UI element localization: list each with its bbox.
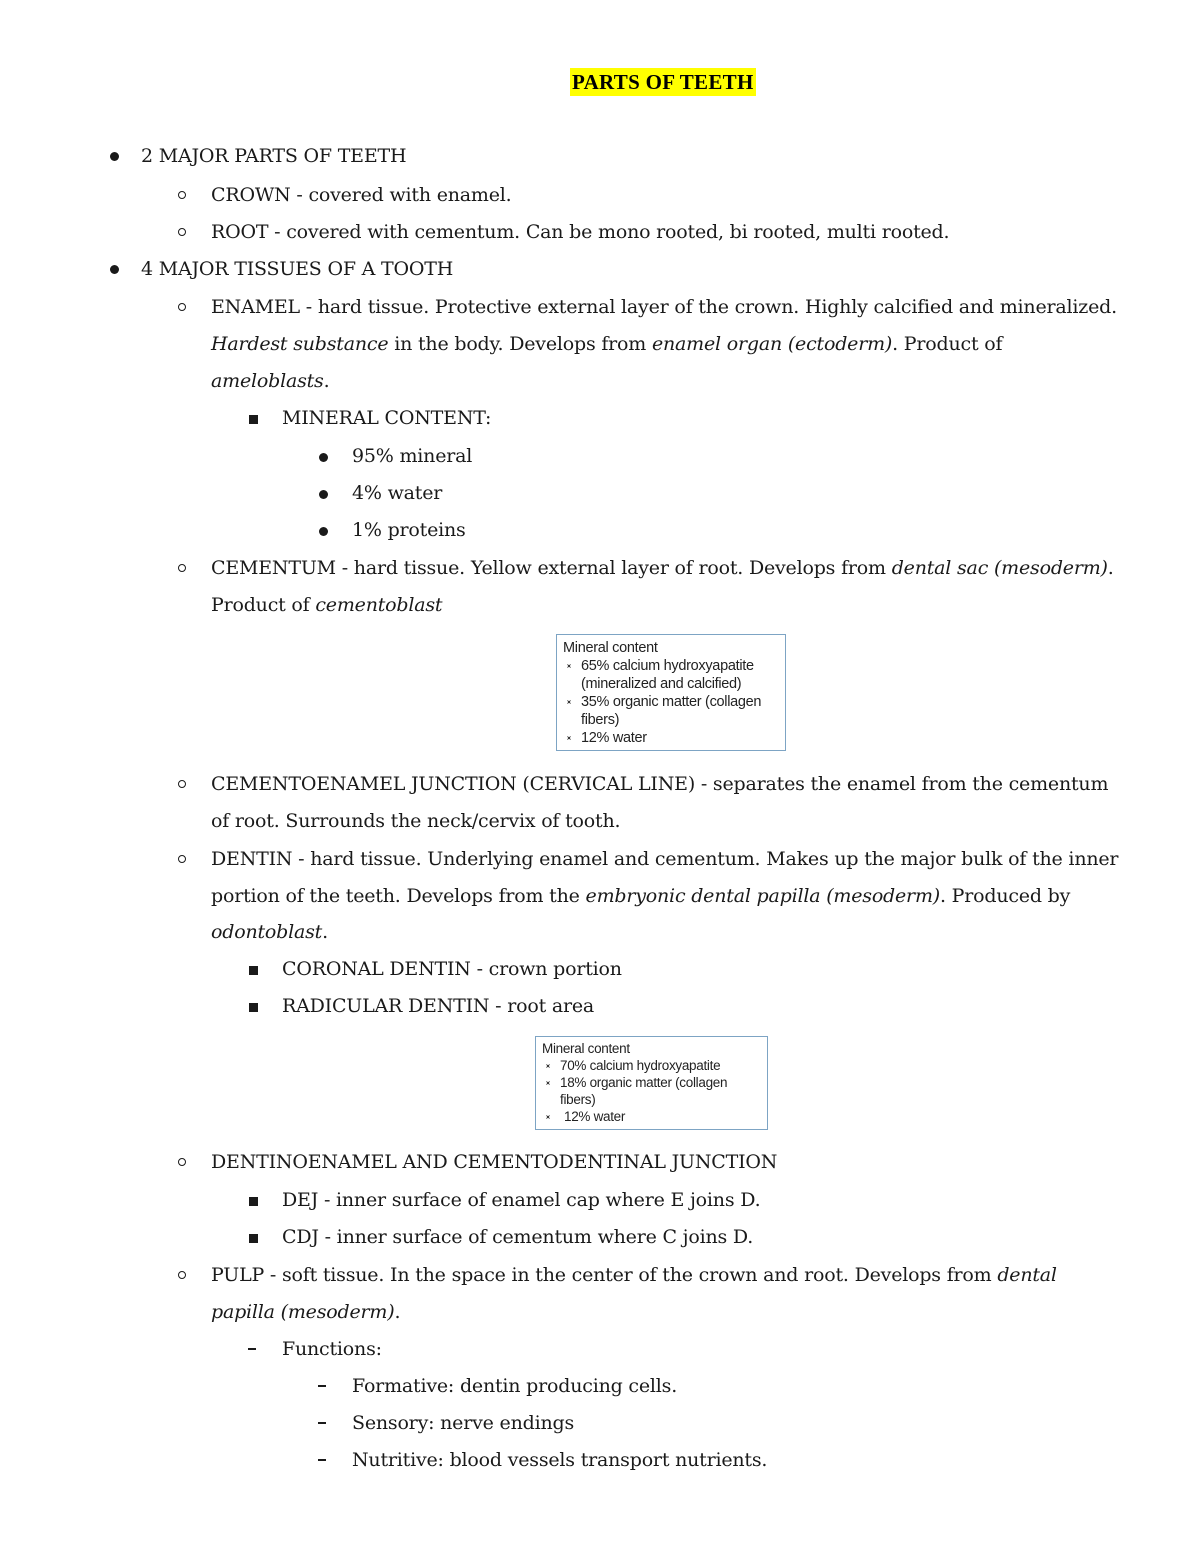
cementum-text: Product of <box>211 594 316 616</box>
dental-papilla-text: embryonic dental papilla (mesoderm) <box>585 885 940 907</box>
dentin-mineral-content-image <box>535 1036 768 1130</box>
enamel-line-2 <box>211 331 1002 357</box>
cementum-line-2 <box>211 592 442 618</box>
coronal-dentin: CORONAL DENTIN - crown portion <box>282 958 622 980</box>
square-bullet-icon <box>249 1003 258 1012</box>
pulp-text: PULP - soft tissue. In the space in the center of the crown and root. Develops from <box>211 1264 998 1286</box>
square-bullet-icon <box>249 415 258 424</box>
enamel-mineral-item: 95% mineral <box>352 445 473 467</box>
circle-bullet-icon <box>178 780 186 788</box>
box-item: fibers) <box>581 712 620 728</box>
pulp-functions-heading: Functions: <box>282 1338 382 1360</box>
box-heading: Mineral content <box>563 640 658 656</box>
enamel-mineral-item: 4% water <box>352 482 443 504</box>
enamel-text: in the body. Develops from <box>388 333 652 355</box>
box-item: fibers) <box>560 1092 596 1107</box>
section-major-tissues: 4 MAJOR TISSUES OF A TOOTH <box>141 258 454 280</box>
dash-bullet-icon <box>318 1422 326 1424</box>
bullet-icon <box>110 265 119 274</box>
box-item: 18% organic matter (collagen <box>560 1075 728 1090</box>
cementum-text: CEMENTUM - hard tissue. Yellow external layer of root. Develops from <box>211 557 892 579</box>
circle-bullet-icon <box>178 564 186 572</box>
period-text: . <box>394 1301 401 1323</box>
dash-bullet-icon <box>318 1385 326 1387</box>
enamel-line-3 <box>211 368 329 394</box>
enamel-text: . Product of <box>892 333 1003 355</box>
circle-bullet-icon <box>178 303 186 311</box>
square-bullet-icon <box>249 1234 258 1243</box>
circle-bullet-icon <box>178 1271 186 1279</box>
dash-bullet-icon <box>318 1459 326 1461</box>
ameloblasts-text: ameloblasts <box>211 370 324 392</box>
enamel-mineral-item: 1% proteins <box>352 519 466 541</box>
square-bullet-icon <box>249 966 258 975</box>
dentin-text: portion of the teeth. Develops from the <box>211 885 586 907</box>
box-item: (mineralized and calcified) <box>581 676 742 692</box>
page-title: PARTS OF TEETH <box>572 70 754 94</box>
diamond-bullet-icon <box>544 1079 552 1087</box>
pulp-function-item: Nutritive: blood vessels transport nutrients. <box>352 1449 768 1471</box>
pulp-function-item: Formative: dentin producing cells. <box>352 1375 678 1397</box>
cej-line-1: CEMENTOENAMEL JUNCTION (CERVICAL LINE) - separates the enamel from the cementum <box>211 773 1109 795</box>
diamond-bullet-icon <box>565 662 573 670</box>
dentin-text: . Produced by <box>939 885 1071 907</box>
cementum-mineral-content-image <box>556 634 786 751</box>
diamond-bullet-icon <box>544 1062 552 1070</box>
cementoblast-text: cementoblast <box>315 594 443 616</box>
period-text: . <box>322 921 328 943</box>
circle-bullet-icon <box>178 191 186 199</box>
papilla-text: papilla (mesoderm) <box>211 1301 395 1323</box>
bullet-icon <box>319 453 328 462</box>
item-crown: CROWN - covered with enamel. <box>211 184 512 206</box>
dental-sac-text: dental sac (mesoderm) <box>891 557 1108 579</box>
enamel-mineral-heading: MINERAL CONTENT: <box>282 407 492 429</box>
section-major-parts: 2 MAJOR PARTS OF TEETH <box>141 145 407 167</box>
diamond-bullet-icon <box>544 1113 552 1121</box>
pulp-function-item: Sensory: nerve endings <box>352 1412 574 1434</box>
enamel-line-1: ENAMEL - hard tissue. Protective external layer of the crown. Highly calcified and mineralized. <box>211 296 1117 318</box>
box-item: 65% calcium hydroxyapatite <box>581 658 754 674</box>
enamel-hardest-text: Hardest substance <box>211 333 389 355</box>
pulp-line-2 <box>211 1299 400 1325</box>
radicular-dentin: RADICULAR DENTIN - root area <box>282 995 595 1017</box>
box-item: 12% water <box>581 730 647 746</box>
dentin-line-1: DENTIN - hard tissue. Underlying enamel and cementum. Makes up the major bulk of the inner <box>211 848 1119 870</box>
item-root: ROOT - covered with cementum. Can be mono rooted, bi rooted, multi rooted. <box>211 221 950 243</box>
cdj-item: CDJ - inner surface of cementum where C joins D. <box>282 1226 754 1248</box>
circle-bullet-icon <box>178 228 186 236</box>
pulp-line-1 <box>211 1262 1057 1288</box>
cementum-line-1 <box>211 555 1114 581</box>
dash-bullet-icon <box>248 1348 256 1350</box>
box-item: 12% water <box>564 1109 626 1124</box>
circle-bullet-icon <box>178 1158 186 1166</box>
period-text: . <box>1107 557 1114 579</box>
dentin-line-2 <box>211 883 1070 909</box>
circle-bullet-icon <box>178 855 186 863</box>
box-heading: Mineral content <box>542 1041 630 1056</box>
odontoblast-text: odontoblast <box>211 921 323 943</box>
dej-item: DEJ - inner surface of enamel cap where E joins D. <box>282 1189 761 1211</box>
bullet-icon <box>319 490 328 499</box>
square-bullet-icon <box>249 1197 258 1206</box>
dental-text: dental <box>997 1264 1057 1286</box>
enamel-organ-text: enamel organ (ectoderm) <box>651 333 893 355</box>
box-item: 35% organic matter (collagen <box>581 694 762 710</box>
bullet-icon <box>319 527 328 536</box>
junction-heading: DENTINOENAMEL AND CEMENTODENTINAL JUNCTION <box>211 1151 778 1173</box>
box-item: 70% calcium hydroxyapatite <box>560 1058 721 1073</box>
cej-line-2: of root. Surrounds the neck/cervix of tooth. <box>211 810 621 832</box>
bullet-icon <box>110 152 119 161</box>
diamond-bullet-icon <box>565 698 573 706</box>
diamond-bullet-icon <box>565 734 573 742</box>
dentin-line-3 <box>211 919 328 945</box>
period-text: . <box>323 370 330 392</box>
